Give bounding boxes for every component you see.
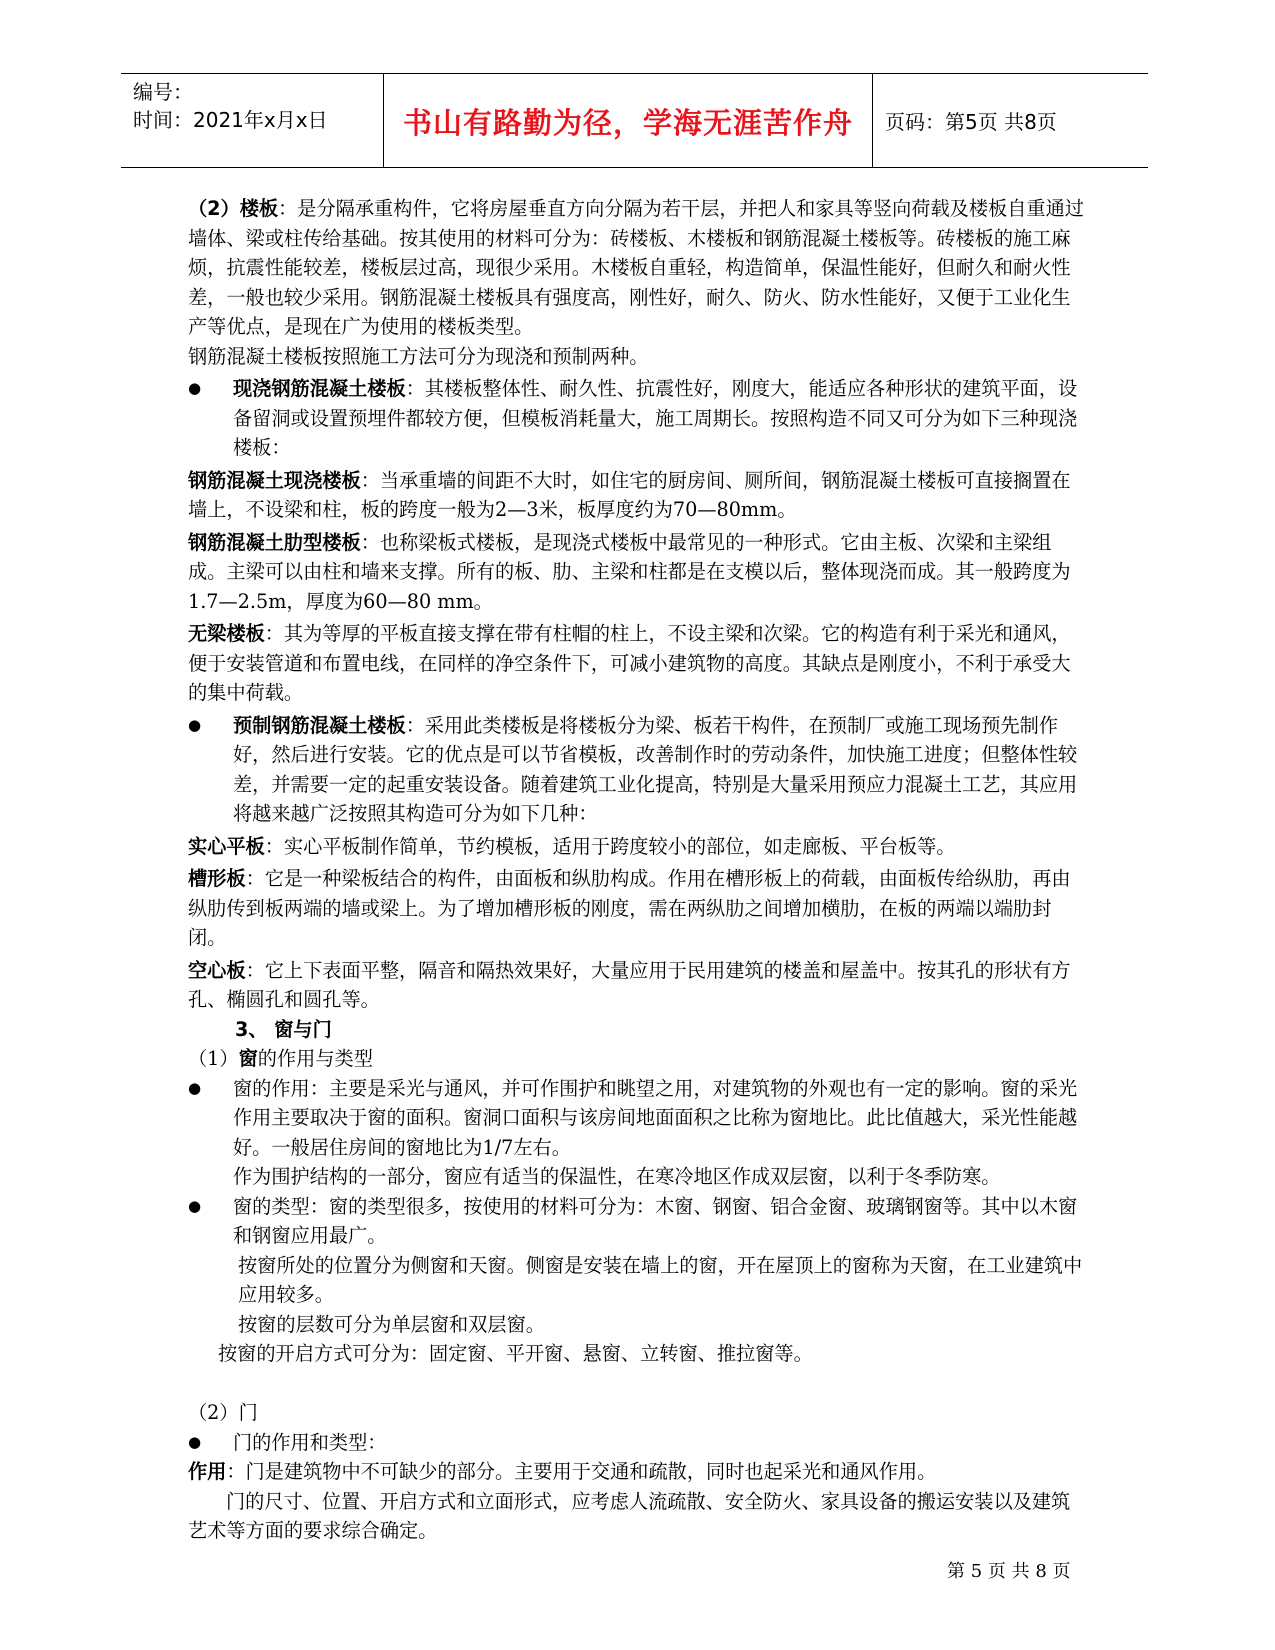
paragraph-floor-slab: （2）楼板：是分隔承重构件，它将房屋垂直方向分隔为若干层，并把人和家具等竖向荷载及楼板自重通过墙体、梁或柱传给基础。按其使用的材料可分为：砖楼板、木楼板和钢筋混凝土楼板等。砖楼板的施工麻烦，抗震性能较差，楼板层过高，现很少采用。木楼板自重轻，构造简单，保温性能好，但耐久和耐火性差，一般也较少采用。钢筋混凝土楼板具有强度高，刚性好，耐久、防火、防水性能好，又便于工业化生产等优点，是现在广为使用的楼板类型。: [188, 197, 1084, 338]
paragraph-construction-methods: 钢筋混凝土楼板按照施工方法可分为现浇和预制两种。: [188, 344, 649, 368]
header-motto-cell: [383, 74, 873, 167]
bullet-cast-in-place: ● 现浇钢筋混凝土楼板：其楼板整体性、耐久性、抗震性好，刚度大，能适应各种形状的建筑平面，设备留洞或设置预埋件都较方便，但模板消耗量大，施工周期长。按照构造不同又可分为如下三种现浇楼板：: [188, 374, 1088, 463]
subsection-door: （2）门: [188, 1401, 258, 1424]
bullet-window-types: ● 窗的类型：窗的类型很多，按使用的材料可分为：木窗、钢窗、铝合金窗、玻璃钢窗等。其中以木窗和钢窗应用最广。: [188, 1192, 1088, 1251]
paragraph-window-insulation: 作为围护结构的一部分，窗应有适当的保温性，在寒冷地区作成双层窗，以利于冬季防寒。: [233, 1165, 1001, 1188]
header-meta-cell: [121, 74, 383, 167]
paragraph-solid-slab: 实心平板：实心平板制作简单，节约模板，适用于跨度较小的部位，如走廊板、平台板等。: [188, 834, 956, 858]
motto-text: 书山有路勤为径，学海无涯苦作舟: [402, 106, 853, 140]
paragraph-cast-slab: 钢筋混凝土现浇楼板：当承重墙的间距不大时，如住宅的厨房间、厕所间，钢筋混凝土楼板可直接搁置在墙上，不设梁和柱，板的跨度一般为2—3米，板厚度约为70—80mm。: [188, 468, 1071, 521]
paragraph-window-position: 按窗所处的位置分为侧窗和天窗。侧窗是安装在墙上的窗，开在屋顶上的窗称为天窗，在工业建筑中应用较多。: [238, 1253, 1083, 1306]
bullet-precast: ● 预制钢筋混凝土楼板：采用此类楼板是将楼板分为梁、板若干构件，在预制厂或施工现场预先制作好，然后进行安装。它的优点是可以节省模板，改善制作时的劳动条件，加快施工进度；但整体性较差，并需要一定的起重安装设备。随着建筑工业化提高，特别是大量采用预应力混凝土工艺，其应用将越来越广泛按照其构造可分为如下几种：: [188, 711, 1088, 829]
paragraph-beamless-slab: 无梁楼板：其为等厚的平板直接支撑在带有柱帽的柱上，不设主梁和次梁。它的构造有利于采光和通风，便于安装管道和布置电线，在同样的净空条件下，可减小建筑物的高度。其缺点是刚度小，不利于承受大的集中荷载。: [188, 622, 1071, 704]
time-label: 时间：2021年x月x日: [133, 108, 328, 132]
section-heading-windows-doors: 3、 窗与门: [235, 1017, 332, 1041]
page-header: [121, 73, 1148, 168]
subsection-window: （1）窗的作用与类型: [188, 1047, 373, 1070]
page-footer: 第 5 页 共 8 页: [947, 1561, 1071, 1582]
paragraph-hollow-slab: 空心板：它上下表面平整，隔音和隔热效果好，大量应用于民用建筑的楼盖和屋盖中。按其孔的形状有方孔、椭圆孔和圆孔等。: [188, 958, 1071, 1011]
bullet-door-function: ● 门的作用和类型：: [188, 1428, 1088, 1458]
paragraph-door-dimensions: 门的尺寸、位置、开启方式和立面形式，应考虑人流疏散、安全防火、家具设备的搬运安装以及建筑艺术等方面的要求综合确定。: [188, 1489, 1071, 1542]
paragraph-ribbed-slab: 钢筋混凝土肋型楼板：也称梁板式楼板，是现浇式楼板中最常见的一种形式。它由主板、次梁和主梁组成。主梁可以由柱和墙来支撑。所有的板、肋、主梁和柱都是在支模以后，整体现浇而成。其一般跨度为1.7—2.5m，厚度为60—80 mm。: [188, 530, 1071, 613]
paragraph-channel-slab: 槽形板：它是一种梁板结合的构件，由面板和纵肋构成。作用在槽形板上的荷载，由面板传给纵肋，再由纵肋传到板两端的墙或梁上。为了增加槽形板的刚度，需在两纵肋之间增加横肋，在板的两端以端肋封闭。: [188, 867, 1071, 949]
bullet-window-function: ● 窗的作用：主要是采光与通风，并可作围护和眺望之用，对建筑物的外观也有一定的影响。窗的采光作用主要取决于窗的面积。窗洞口面积与该房间地面面积之比称为窗地比。此比值越大，采光性能越好。一般居住房间的窗地比为1/7左右。: [188, 1074, 1088, 1163]
blank-line: [188, 1369, 1088, 1399]
term-floor-slab: （2）楼板: [188, 197, 279, 220]
header-page-cell: [873, 74, 1148, 167]
paragraph-window-opening: 按窗的开启方式可分为：固定窗、平开窗、悬窗、立转窗、推拉窗等。: [218, 1342, 813, 1365]
number-label: 编号：: [133, 80, 193, 104]
document-body: [188, 194, 1088, 1546]
page-info: 页码：第5页 共8页: [885, 110, 1057, 134]
paragraph-window-layers: 按窗的层数可分为单层窗和双层窗。: [238, 1312, 545, 1336]
paragraph-door-purpose: 作用：门是建筑物中不可缺少的部分。主要用于交通和疏散，同时也起采光和通风作用。: [188, 1460, 937, 1483]
